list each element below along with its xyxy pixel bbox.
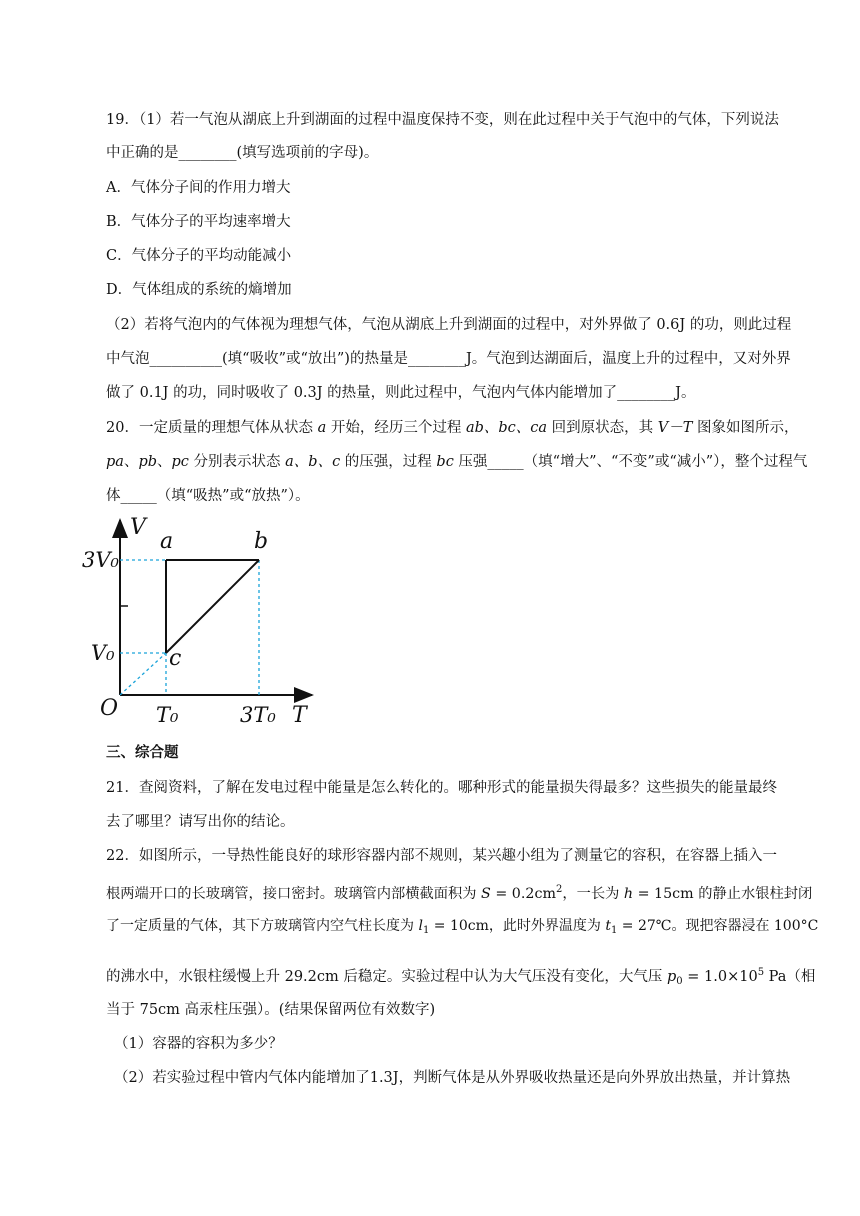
q20-line1: 20．一定质量的理想气体从状态 a 开始，经历三个过程 ab、bc、ca 回到原状态，其 V－T 图象如图所示， bbox=[106, 420, 799, 436]
y-tick-v0: V₀ bbox=[91, 641, 115, 665]
q21-line2: 去了哪里？请写出你的结论。 bbox=[106, 814, 295, 830]
x-axis-label: T bbox=[292, 703, 307, 726]
q20-line2: pa、pb、pc 分别表示状态 a、b、c 的压强，过程 bc 压强_____（填“增大”、“不变”或“减小”），整个过程气 bbox=[106, 454, 808, 470]
point-a-label: a bbox=[160, 529, 174, 554]
point-b-label: b bbox=[254, 529, 269, 554]
vt-diagram bbox=[80, 514, 320, 726]
q19-option-d: D．气体组成的系统的熵增加 bbox=[106, 282, 292, 298]
q19-stem-line2: 中正确的是________(填写选项前的字母)。 bbox=[106, 145, 379, 161]
q22-line2: 根两端开口的长玻璃管，接口密封。玻璃管内部横截面积为 $S = 0.2cm^2$，一长为 h = 15cm 的静止水银柱封闭 bbox=[106, 884, 813, 902]
q19-part2-line3: 做了 0.1J 的功，同时吸收了 0.3J 的热量，则此过程中，气泡内气体内能增加了________J。 bbox=[106, 385, 696, 401]
process-bc bbox=[166, 560, 259, 653]
q19-option-b: B．气体分子的平均速率增大 bbox=[106, 214, 291, 230]
q20-line3: 体_____（填“吸热”或“放热”）。 bbox=[106, 488, 310, 504]
q19-part2-line1: （2）若将气泡内的气体视为理想气体，气泡从湖底上升到湖面的过程中，对外界做了 0.6J 的功，则此过程 bbox=[106, 317, 792, 333]
section-heading: 三、综合题 bbox=[106, 744, 179, 761]
q19-option-c: C．气体分子的平均动能减小 bbox=[106, 248, 292, 264]
q22-part1: （1）容器的容积为多少？ bbox=[114, 1036, 283, 1052]
y-axis-label: V bbox=[130, 515, 146, 540]
y-tick-3v0: 3V₀ bbox=[82, 548, 119, 572]
q19-option-a: A．气体分子间的作用力增大 bbox=[106, 180, 291, 196]
q22-line3: 了一定质量的气体，其下方玻璃管内空气柱长度为 $l_1 = 10cm$，此时外界温度为 $t_1$ = 27℃。现把容器浸在 100°C bbox=[106, 918, 819, 936]
x-tick-3t0: 3T₀ bbox=[240, 703, 276, 726]
q21-line1: 21．查阅资料，了解在发电过程中能量是怎么转化的。哪种形式的能量损失得最多？这些损失的能量最终 bbox=[106, 780, 777, 796]
process-cycle bbox=[166, 560, 259, 653]
q19-part2-line2: 中气泡__________(填“吸收”或“放出”)的热量是________J。气泡到达湖面后，温度上升的过程中，又对外界 bbox=[106, 351, 791, 367]
q22-part2: （2）若实验过程中管内气体内能增加了1.3J，判断气体是从外界吸收热量还是向外界放出热量，并计算热 bbox=[114, 1070, 791, 1086]
q22-line5: 当于 75cm 高汞柱压强）。(结果保留两位有效数字) bbox=[106, 1002, 436, 1018]
origin-label: O bbox=[100, 696, 119, 721]
point-c-label: c bbox=[169, 646, 182, 671]
q22-line4: 的沸水中，水银柱缓慢上升 29.2cm 后稳定。实验过程中认为大气压没有变化，大气压 $p_0 = 1.0\times 10^5$ Pa（相 bbox=[106, 967, 816, 987]
q19-stem-line1: 19．（1）若一气泡从湖底上升到湖面的过程中温度保持不变，则在此过程中关于气泡中的气体，下列说法 bbox=[106, 112, 779, 128]
x-tick-t0: T₀ bbox=[156, 703, 179, 726]
q22-line1: 22．如图所示，一导热性能良好的球形容器内部不规则，某兴趣小组为了测量它的容积，在容器上插入一 bbox=[106, 848, 777, 864]
